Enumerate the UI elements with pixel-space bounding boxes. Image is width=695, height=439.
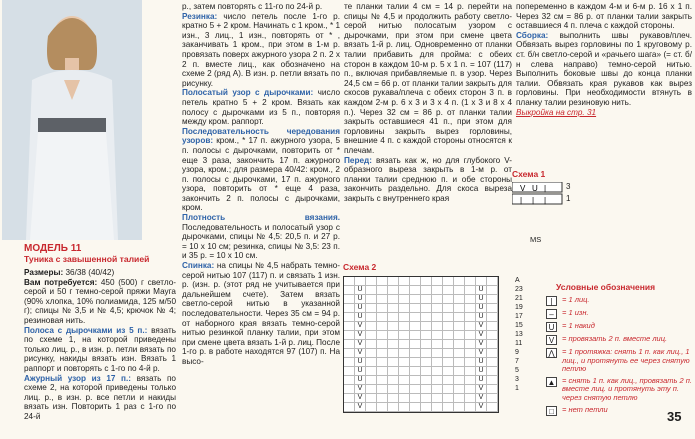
chart-2-row-label: 1 — [515, 385, 519, 392]
chart-2-cell — [344, 277, 355, 286]
chart-2-cell — [399, 313, 410, 322]
chart-2-cell — [487, 331, 498, 340]
text-paragraph: те планки талии 4 см = 14 р. перейти на спицы № 4,5 и продолжить работу светло-серой нитью полосатым узором с дырочками, при этом при смене цвета вязать 1-й р. лиц. Одновременно от планки талии прибавить для пройма: с обеих сторон в каждом 10-м р. 5 х 1 п. = 107 (117) п., включая прибавляемые п. в узор. Через 24,5 см = 66 р. от планки талии закрыть для скосов рукава/плеча с обеих сторон 3 п. в каждом 2-м р. 6 х 3 и 3 х 4 п. (1 х 3 и 8 х 4 п.). Через 32 см = 86 р. от планки талии закрыть оставшиеся 41 п., при этом для горловины закрыть вырез горловины, внешние 4 п. с каждой стороны относятся к плечам. — [344, 2, 512, 155]
chart-2-cell — [432, 349, 443, 358]
chart-2-cell — [344, 340, 355, 349]
front-instructions: Перед: вязать как ж, но для глубокого V-образного выреза закрыть в 1-м р. от планки талии среднюю п. и обе стороны закончить раздельно. Для скоса выреза закрыть с внутреннего края — [344, 155, 512, 203]
page-number: 35 — [667, 409, 682, 424]
column-4 — [516, 2, 692, 117]
chart-2-cell — [421, 304, 432, 313]
legend-symbol-icon: – — [546, 309, 557, 319]
svg-text:|: | — [544, 196, 547, 205]
chart-2-cell — [388, 340, 399, 349]
chart-2-cell — [366, 286, 377, 295]
legend-item — [546, 335, 694, 345]
chart-2-cell — [487, 403, 498, 412]
legend-text: = 1 изн. — [562, 308, 589, 317]
rib-pattern: Резинка: число петель после 1-го р. кратно 5 + 2 кром. Начинать с 1 кром., * 1 изн., 3 лиц., 1 изн., повторять от * , заканчивать 1 кром., при этом в 1-м р. провязать поверх ажурного узора 2 п. 2 х 2 п. вместе лиц., как обозначено на схеме 2 (ряд А). В изн. р. петли вязать по рисунку. — [182, 11, 340, 88]
chart-2-cell — [421, 331, 432, 340]
chart-2-cell — [377, 376, 388, 385]
chart-2-cell — [410, 313, 421, 322]
chart-2-cell — [465, 277, 476, 286]
legend-text: = 1 лиц. — [562, 295, 590, 304]
chart-2-cell — [454, 349, 465, 358]
assembly-instructions: Сборка: выполнить швы рукавов/плеч. Обвязать вырез горловины по 1 круговому р. ст. б/н светло-серой и «рачьего шага» (= ст. б/н слева направо) темно-серой нитью. Выполнить боковые швы до конца планки талии. Обвязать края рукавов как вырез горловины. При необходимости втянуть в планку талии резиновую нить. — [516, 30, 693, 107]
chart-2-cell — [399, 358, 410, 367]
legend-item — [546, 377, 694, 403]
legend-item — [546, 348, 694, 374]
chart-2-cell — [421, 403, 432, 412]
legend-symbol-icon: | — [546, 296, 557, 306]
chart-2-cell — [465, 331, 476, 340]
chart-2-cell — [432, 340, 443, 349]
chart-2-cell — [443, 304, 454, 313]
chart-2-row-label: 11 — [515, 340, 523, 347]
svg-text:|: | — [532, 196, 535, 205]
chart-2-cell — [366, 403, 377, 412]
chart-2-cell — [366, 349, 377, 358]
chart-2-cell — [410, 322, 421, 331]
chart-2-cell — [366, 331, 377, 340]
chart-2-cell: V — [476, 331, 487, 340]
chart-1-row-3: 3 — [566, 182, 571, 191]
chart-2-cell — [487, 394, 498, 403]
chart-2-cell — [388, 304, 399, 313]
chart-2-cell: U — [355, 313, 366, 322]
chart-2-cell: V — [476, 349, 487, 358]
chart-2-cell — [377, 295, 388, 304]
chart-2-cell — [421, 349, 432, 358]
chart-2-cell — [421, 313, 432, 322]
chart-2-cell — [421, 358, 432, 367]
chart-2-cell — [388, 349, 399, 358]
back-instructions: Спинка: на спицы № 4,5 набрать темно-серой нитью 107 (117) п. и связать 1 изн. р. (изн. р. (этот ряд не учитывается при дальнейшем счете). Затем вязать светло-серой нитью в указанной последовательности. Через 35 см = 94 р. от наборного края вязать темно-серой нитью резинкой планку талии, при этом при смене цвета вязать 1-й р. лиц. После 1-го р. в работе находятся 97 (107) п. На высо- — [182, 261, 340, 366]
chart-2-cell — [377, 403, 388, 412]
chart-2-cell — [366, 304, 377, 313]
chart-2-cell — [388, 286, 399, 295]
chart-2-cell: U — [476, 313, 487, 322]
chart-2-cell: U — [355, 367, 366, 376]
chart-2-cell — [487, 385, 498, 394]
text-paragraph: попеременно в каждом 4-м и 6-м р. 16 х 1 п. Через 32 см = 86 р. от планки талии закрыть оставшиеся 4 п. плеча с каждой стороны. — [516, 2, 692, 31]
chart-2-cell — [432, 331, 443, 340]
model-photo — [2, 0, 142, 240]
chart-2-cell — [487, 277, 498, 286]
chart-2-cell — [432, 295, 443, 304]
model-subtitle: Туника с завышенной талией — [24, 254, 150, 264]
chart-2-cell — [432, 385, 443, 394]
chart-2-cell — [377, 331, 388, 340]
chart-2-cell — [399, 277, 410, 286]
chart-2-cell — [399, 394, 410, 403]
chart-2-cell: V — [476, 340, 487, 349]
pattern-page-link[interactable]: Выкройка на стр. 31 — [516, 107, 597, 117]
chart-2-cell — [410, 295, 421, 304]
column-2 — [182, 2, 340, 367]
chart-2-cell — [399, 349, 410, 358]
chart-2-cell — [366, 295, 377, 304]
chart-2-cell — [487, 295, 498, 304]
chart-2-cell — [399, 331, 410, 340]
chart-2-cell — [344, 358, 355, 367]
chart-2 — [343, 276, 523, 413]
chart-2-cell — [487, 313, 498, 322]
chart-2-cell — [410, 367, 421, 376]
chart-2-row-label: 5 — [515, 367, 519, 374]
chart-2-cell — [443, 385, 454, 394]
chart-2-cell — [399, 295, 410, 304]
chart-2-cell — [410, 340, 421, 349]
chart-2-cell — [454, 376, 465, 385]
chart-2-row-label: 21 — [515, 295, 523, 302]
chart-2-cell — [432, 367, 443, 376]
chart-2-row-label: 15 — [515, 322, 523, 329]
chart-2-cell: U — [476, 304, 487, 313]
chart-2-cell — [366, 367, 377, 376]
chart-2-cell — [344, 394, 355, 403]
chart-2-cell — [399, 340, 410, 349]
chart-2-grid — [343, 276, 499, 413]
chart-2-cell: V — [355, 394, 366, 403]
column-1 — [24, 268, 176, 422]
chart-2-cell — [443, 286, 454, 295]
chart-2-cell — [465, 295, 476, 304]
chart-2-cell — [454, 304, 465, 313]
chart-2-cell — [487, 358, 498, 367]
chart-2-cell — [465, 358, 476, 367]
chart-2-cell — [487, 340, 498, 349]
chart-2-cell — [344, 376, 355, 385]
chart-2-row-label: 9 — [515, 349, 519, 356]
chart-2-cell — [432, 403, 443, 412]
chart-2-cell: V — [355, 385, 366, 394]
chart-2-cell — [355, 277, 366, 286]
chart-2-cell — [366, 313, 377, 322]
chart-2-cell: U — [476, 367, 487, 376]
chart-2-cell — [344, 313, 355, 322]
chart-2-cell — [377, 394, 388, 403]
chart-2-cell: U — [476, 358, 487, 367]
chart-2-cell — [366, 376, 377, 385]
chart-2-row-labels — [515, 276, 535, 393]
chart-2-cell — [465, 286, 476, 295]
chart-2-cell — [388, 331, 399, 340]
chart-2-cell — [443, 358, 454, 367]
chart-2-cell — [432, 277, 443, 286]
chart-2-row-label: 3 — [515, 376, 519, 383]
legend-symbol-icon: ⋀ — [546, 348, 557, 358]
chart-2-cell — [388, 313, 399, 322]
chart-2-cell: V — [355, 403, 366, 412]
chart-2-cell — [465, 349, 476, 358]
svg-text:V: V — [520, 184, 526, 193]
chart-2-cell — [454, 394, 465, 403]
chart-2-cell — [344, 322, 355, 331]
model-title: МОДЕЛЬ 11 — [24, 243, 82, 254]
chart-2-cell — [443, 340, 454, 349]
chart-2-row-label: 7 — [515, 358, 519, 365]
legend-text: = 1 протяжка: снять 1 п. как лиц., 1 лиц., и протянуть ее через снятую петлю — [562, 347, 690, 374]
column-3 — [344, 2, 512, 203]
chart-2-cell — [454, 340, 465, 349]
chart-2-cell — [388, 376, 399, 385]
chart-2-cell — [344, 295, 355, 304]
legend-text: = 1 накид — [562, 321, 595, 330]
legend-text: = нет петли — [562, 404, 608, 414]
chart-2-cell — [388, 403, 399, 412]
chart-2-cell — [465, 367, 476, 376]
chart-2-cell — [432, 376, 443, 385]
chart-2-cell — [465, 304, 476, 313]
chart-2-cell — [421, 286, 432, 295]
chart-2-cell — [410, 403, 421, 412]
chart-2-cell — [476, 277, 487, 286]
chart-2-cell — [399, 367, 410, 376]
chart-2-cell — [388, 394, 399, 403]
chart-2-cell — [399, 385, 410, 394]
chart-2-cell — [366, 358, 377, 367]
chart-2-cell — [377, 313, 388, 322]
chart-2-cell — [465, 394, 476, 403]
chart-2-cell — [377, 367, 388, 376]
chart-2-cell: U — [355, 376, 366, 385]
chart-2-cell — [377, 277, 388, 286]
chart-2-cell — [388, 358, 399, 367]
chart-2-cell — [465, 385, 476, 394]
chart-2-cell — [432, 358, 443, 367]
chart-2-cell — [487, 376, 498, 385]
chart-2-cell — [487, 286, 498, 295]
chart-2-cell — [377, 358, 388, 367]
chart-2-cell — [454, 403, 465, 412]
svg-text:|: | — [520, 196, 523, 205]
chart-2-cell — [432, 322, 443, 331]
legend-text: = снять 1 п. как лиц., провязать 2 п. вместе лиц. и протянуть эту п. через снятую петлю — [562, 375, 692, 402]
chart-2-cell — [454, 286, 465, 295]
chart-2-cell — [410, 349, 421, 358]
chart-2-cell — [410, 358, 421, 367]
chart-2-cell — [344, 331, 355, 340]
chart-2-cell — [443, 313, 454, 322]
chart-2-cell — [366, 322, 377, 331]
chart-2-cell: V — [476, 322, 487, 331]
chart-2-cell — [421, 340, 432, 349]
chart-2-cell — [377, 385, 388, 394]
chart-2-cell — [443, 376, 454, 385]
chart-1-ms: MS — [530, 235, 542, 244]
chart-2-cell — [399, 322, 410, 331]
chart-2-cell — [454, 367, 465, 376]
stripe-pattern: Полоса с дырочками из 5 п.: вязать по схеме 1, на которой приведены только лиц. р., в изн. р. петли вязать по рисунку, накиды вязать изн. Вязать 1 раппорт и повторять с 1-го по 4-й р. — [24, 325, 176, 373]
legend-item — [546, 309, 694, 319]
chart-2-cell — [377, 286, 388, 295]
chart-1-row-1: 1 — [566, 194, 571, 203]
chart-2-cell — [487, 349, 498, 358]
svg-text:|: | — [544, 184, 547, 193]
chart-2-cell — [421, 385, 432, 394]
chart-2-cell — [410, 331, 421, 340]
chart-2-cell — [454, 295, 465, 304]
chart-2-cell — [388, 322, 399, 331]
chart-2-cell: V — [476, 394, 487, 403]
chart-2-cell — [344, 385, 355, 394]
legend — [546, 296, 694, 419]
chart-2-cell — [344, 367, 355, 376]
chart-2-cell: U — [355, 304, 366, 313]
legend-symbol-icon: U — [546, 322, 557, 332]
chart-2-cell — [410, 286, 421, 295]
chart-2-cell — [399, 304, 410, 313]
chart-2-cell — [454, 331, 465, 340]
gauge: Плотность вязания. Последовательность и полосатый узор с дырочками, спицы № 4,5: 20,5 п. и 27 р. = 10 х 10 см; резинка, спицы № 3,5: 23 п. и 35 р. = 10 х 10 см. — [182, 213, 340, 261]
text-paragraph: р., затем повторять с 11-го по 24-й р. — [182, 2, 323, 11]
chart-2-cell — [432, 313, 443, 322]
chart-2-title: Схема 2 — [343, 262, 377, 272]
chart-2-cell — [443, 403, 454, 412]
chart-2-cell — [410, 394, 421, 403]
chart-2-cell — [454, 358, 465, 367]
chart-2-cell — [432, 304, 443, 313]
chart-2-cell — [399, 286, 410, 295]
chart-2-cell — [443, 295, 454, 304]
chart-2-cell — [366, 394, 377, 403]
chart-2-cell — [421, 376, 432, 385]
chart-2-cell — [465, 313, 476, 322]
chart-2-cell — [465, 403, 476, 412]
chart-1 — [512, 182, 582, 235]
chart-2-cell: V — [355, 322, 366, 331]
chart-2-cell: V — [355, 349, 366, 358]
chart-2-cell: U — [355, 358, 366, 367]
chart-2-cell — [377, 304, 388, 313]
chart-2-cell — [487, 322, 498, 331]
chart-2-cell — [344, 349, 355, 358]
pattern-sequence: Последовательность чередования узоров: кром., * 17 п. ажурного узора, 5 п. полосы с дырочками, повторить от * еще 3 раза, закончить 17 п. ажурного узора, кром.; для размера 40/42: кром., 2 п. полосы с дырочками, 17 п. ажурного узора, повторить от * еще 4 раза, закончить 2 п. полосы с дырочками, кром. — [182, 126, 341, 213]
chart-2-cell — [410, 385, 421, 394]
chart-2-cell — [421, 394, 432, 403]
legend-item — [546, 322, 694, 332]
stripe-eyelet-pattern: Полосатый узор с дырочками: число петель кратно 5 + 2 кром. Вязать как полосу с дырочками из 5 п., повторяя между кром. раппорт. — [182, 88, 341, 127]
chart-2-cell: U — [476, 376, 487, 385]
chart-1-title: Схема 1 — [512, 169, 546, 179]
chart-2-cell — [443, 367, 454, 376]
chart-2-cell — [443, 349, 454, 358]
chart-2-cell — [421, 295, 432, 304]
chart-2-row-label: 13 — [515, 331, 523, 338]
chart-2-cell — [399, 403, 410, 412]
chart-2-cell — [487, 367, 498, 376]
legend-symbol-icon: ▲ — [547, 377, 556, 387]
chart-2-cell — [344, 286, 355, 295]
chart-2-cell — [410, 277, 421, 286]
legend-symbol-icon: □ — [546, 406, 557, 416]
chart-2-cell: U — [355, 286, 366, 295]
chart-2-cell — [432, 286, 443, 295]
chart-2-cell — [344, 403, 355, 412]
chart-2-cell — [399, 376, 410, 385]
chart-2-cell — [410, 304, 421, 313]
chart-2-cell: V — [355, 340, 366, 349]
chart-2-cell: U — [476, 295, 487, 304]
chart-2-cell: U — [476, 286, 487, 295]
chart-2-cell: V — [355, 331, 366, 340]
chart-2-cell — [454, 385, 465, 394]
chart-2-row-label: A — [515, 277, 520, 284]
legend-symbol-icon: V — [546, 335, 557, 345]
chart-2-cell — [454, 313, 465, 322]
chart-2-cell — [432, 394, 443, 403]
chart-2-cell — [487, 304, 498, 313]
openwork-pattern: Ажурный узор из 17 п.: вязать по схеме 2, на которой приведены только лиц. р., в изн. р. все петли и накиды вязать изн. Повторить 1 раз с 1-го по 24-й — [24, 373, 176, 421]
chart-2-cell — [366, 385, 377, 394]
chart-2-cell — [421, 322, 432, 331]
legend-item — [546, 296, 694, 306]
chart-2-cell — [465, 340, 476, 349]
chart-2-cell — [388, 367, 399, 376]
chart-2-row-label: 19 — [515, 304, 523, 311]
chart-2-cell — [366, 277, 377, 286]
chart-2-cell — [454, 277, 465, 286]
chart-2-cell — [443, 331, 454, 340]
sizes: Размеры: 36/38 (40/42) — [24, 268, 115, 277]
chart-2-cell — [421, 367, 432, 376]
materials: Вам потребуется: 450 (500) г светло-серой и 50 г темно-серой пряжи Мауга (90% хлопка, 10% полиамида, 125 м/50 г); спицы № 3,5 и № 4,5; крючок № 4; резиновая нить. — [24, 277, 177, 325]
chart-2-cell — [377, 322, 388, 331]
chart-2-cell — [377, 340, 388, 349]
chart-2-cell: V — [476, 403, 487, 412]
chart-2-cell — [443, 322, 454, 331]
chart-2-cell — [421, 277, 432, 286]
chart-2-cell — [344, 304, 355, 313]
chart-2-cell — [465, 376, 476, 385]
legend-title: Условные обозначения — [556, 282, 656, 292]
chart-2-cell — [388, 277, 399, 286]
chart-2-cell: V — [476, 385, 487, 394]
chart-2-cell — [377, 349, 388, 358]
chart-2-row-label: 17 — [515, 313, 523, 320]
chart-2-cell — [443, 277, 454, 286]
chart-2-cell — [388, 385, 399, 394]
chart-2-cell — [366, 340, 377, 349]
chart-2-cell: U — [355, 295, 366, 304]
chart-2-row-label: 23 — [515, 286, 523, 293]
chart-2-cell — [443, 394, 454, 403]
legend-text: = провязать 2 п. вместе лиц. — [562, 334, 668, 343]
chart-2-cell — [465, 322, 476, 331]
chart-2-cell — [388, 295, 399, 304]
chart-2-cell — [454, 322, 465, 331]
svg-text:U: U — [532, 184, 538, 193]
chart-2-cell — [410, 376, 421, 385]
